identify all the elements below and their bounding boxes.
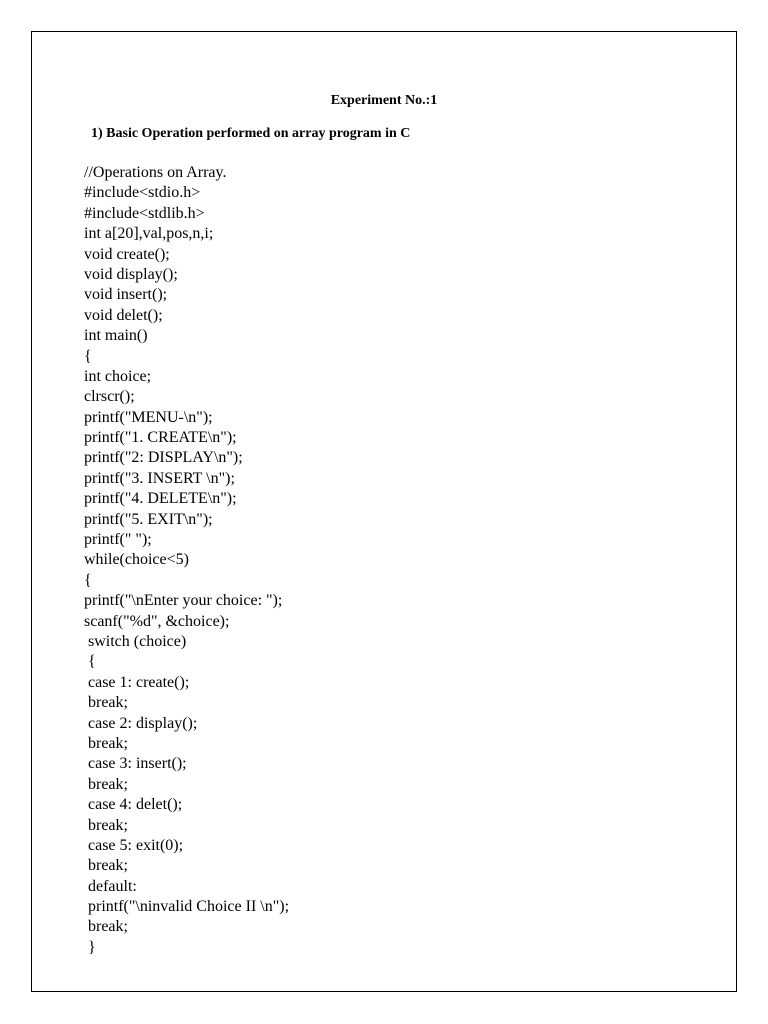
experiment-subtitle: 1) Basic Operation performed on array program in C <box>91 126 411 141</box>
code-line: int a[20],val,pos,n,i; <box>84 225 214 243</box>
code-line: { <box>84 653 96 671</box>
code-line: default: <box>84 877 137 895</box>
code-line: printf(" "); <box>84 531 152 549</box>
code-line: case 1: create(); <box>84 673 190 691</box>
code-line: case 2: display(); <box>84 714 198 732</box>
code-line: break; <box>84 694 128 712</box>
document-page <box>31 31 737 992</box>
code-line: void display(); <box>84 265 178 283</box>
code-line: switch (choice) <box>84 632 187 650</box>
code-line: void insert(); <box>84 286 168 304</box>
code-line: printf("\ninvalid Choice II \n"); <box>84 898 290 916</box>
code-line: break; <box>84 918 128 936</box>
code-line: printf("2: DISPLAY\n"); <box>84 449 243 467</box>
code-line: printf("1. CREATE\n"); <box>84 429 237 447</box>
code-line: printf("MENU-\n"); <box>84 408 213 426</box>
code-line: int choice; <box>84 367 152 385</box>
code-line: #include<stdio.h> <box>84 184 201 202</box>
code-line: void create(); <box>84 245 170 263</box>
code-listing <box>84 163 289 958</box>
code-line: break; <box>84 857 128 875</box>
code-line: break; <box>84 734 128 752</box>
code-line: { <box>84 571 92 589</box>
code-line: void delet(); <box>84 306 163 324</box>
code-line: printf("4. DELETE\n"); <box>84 490 237 508</box>
experiment-title: Experiment No.:1 <box>330 93 438 108</box>
code-line: int main() <box>84 327 148 345</box>
code-line: { <box>84 347 92 365</box>
code-line: //Operations on Array. <box>84 164 227 181</box>
code-line: case 5: exit(0); <box>84 836 184 854</box>
code-line: break; <box>84 775 128 793</box>
code-line: break; <box>84 816 128 834</box>
code-line: } <box>84 938 96 956</box>
code-line: scanf("%d", &choice); <box>84 612 230 630</box>
code-line: #include<stdlib.h> <box>84 204 205 222</box>
code-line: clrscr(); <box>84 388 135 406</box>
code-line: case 4: delet(); <box>84 796 183 814</box>
code-line: printf("5. EXIT\n"); <box>84 510 213 528</box>
code-line: case 3: insert(); <box>84 755 187 773</box>
code-line: printf("\nEnter your choice: "); <box>84 592 283 610</box>
code-line: while(choice<5) <box>84 551 189 569</box>
code-line: printf("3. INSERT \n"); <box>84 469 235 487</box>
